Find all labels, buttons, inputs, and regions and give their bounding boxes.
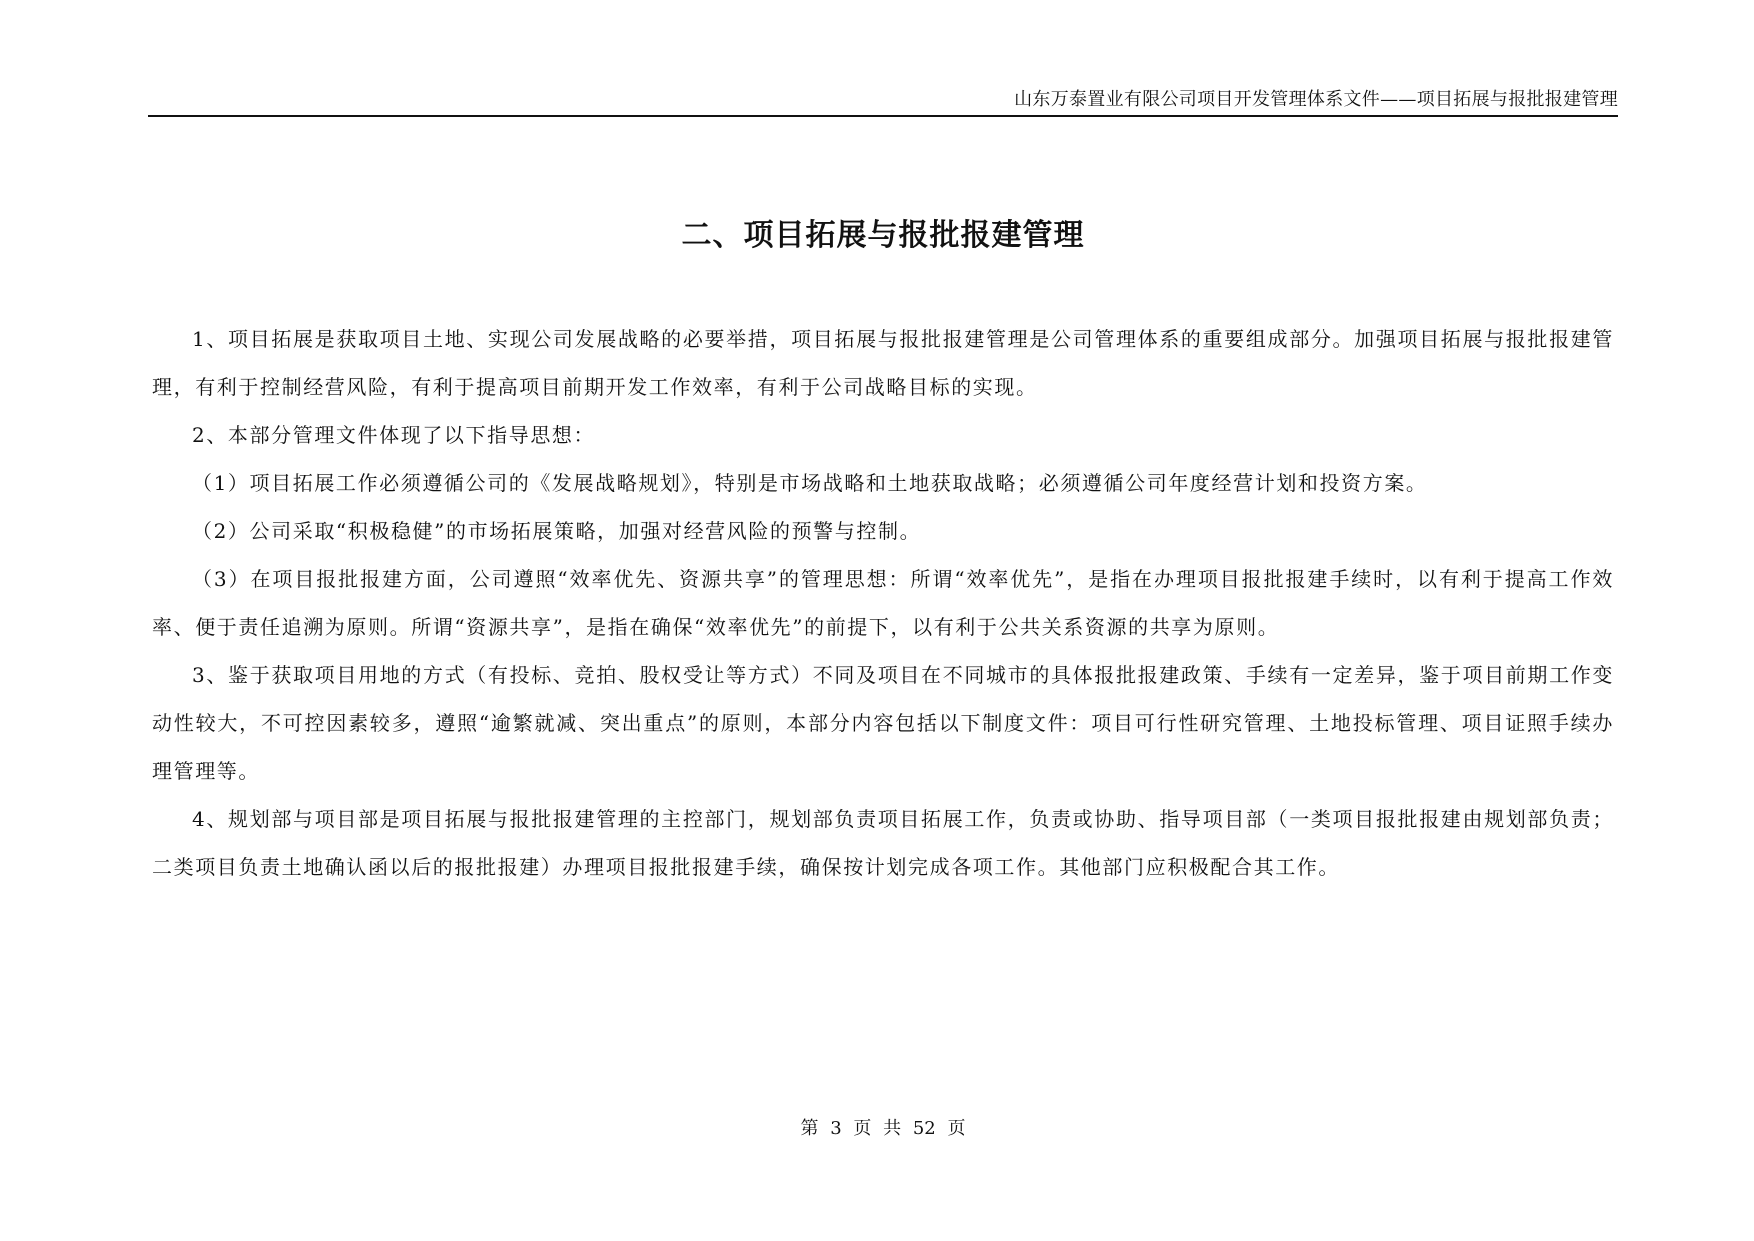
paragraph-1: 1、项目拓展是获取项目土地、实现公司发展战略的必要举措，项目拓展与报批报建管理是公司管理体系的重要组成部分。加强项目拓展与报批报建管理，有利于控制经营风险，有利于提高项目前期开发工作效率，有利于公司战略目标的实现。 bbox=[152, 327, 1614, 399]
page-number: 第 3 页 共 52 页 bbox=[800, 1118, 966, 1139]
paragraph-2-item-1: （1）项目拓展工作必须遵循公司的《发展战略规划》，特别是市场战略和土地获取战略；必须遵循公司年度经营计划和投资方案。 bbox=[192, 471, 1428, 495]
paragraph-2-item-2: （2）公司采取“积极稳健”的市场拓展策略，加强对经营风险的预警与控制。 bbox=[192, 519, 922, 543]
paragraph-2: 2、本部分管理文件体现了以下指导思想： bbox=[192, 423, 596, 447]
paragraph-3: 3、鉴于获取项目用地的方式（有投标、竞拍、股权受让等方式）不同及项目在不同城市的具体报批报建政策、手续有一定差异，鉴于项目前期工作变动性较大，不可控因素较多，遵照“逾繁就减、突出重点”的原则，本部分内容包括以下制度文件：项目可行性研究管理、土地投标管理、项目证照手续办理管理等。 bbox=[152, 663, 1614, 783]
body-text bbox=[152, 315, 1614, 891]
paragraph-4: 4、规划部与项目部是项目拓展与报批报建管理的主控部门，规划部负责项目拓展工作，负责或协助、指导项目部（一类项目报批报建由规划部负责；二类项目负责土地确认函以后的报批报建）办理项目报批报建手续，确保按计划完成各项工作。其他部门应积极配合其工作。 bbox=[152, 807, 1614, 879]
page-title: 二、项目拓展与报批报建管理 bbox=[681, 218, 1085, 253]
paragraph-2-item-3: （3）在项目报批报建方面，公司遵照“效率优先、资源共享”的管理思想：所谓“效率优先”，是指在办理项目报批报建手续时，以有利于提高工作效率、便于责任追溯为原则。所谓“资源共享”，是指在确保“效率优先”的前提下，以有利于公共关系资源的共享为原则。 bbox=[152, 567, 1614, 639]
running-header: 山东万泰置业有限公司项目开发管理体系文件——项目拓展与报批报建管理 bbox=[1014, 89, 1618, 110]
header-divider bbox=[148, 115, 1618, 117]
